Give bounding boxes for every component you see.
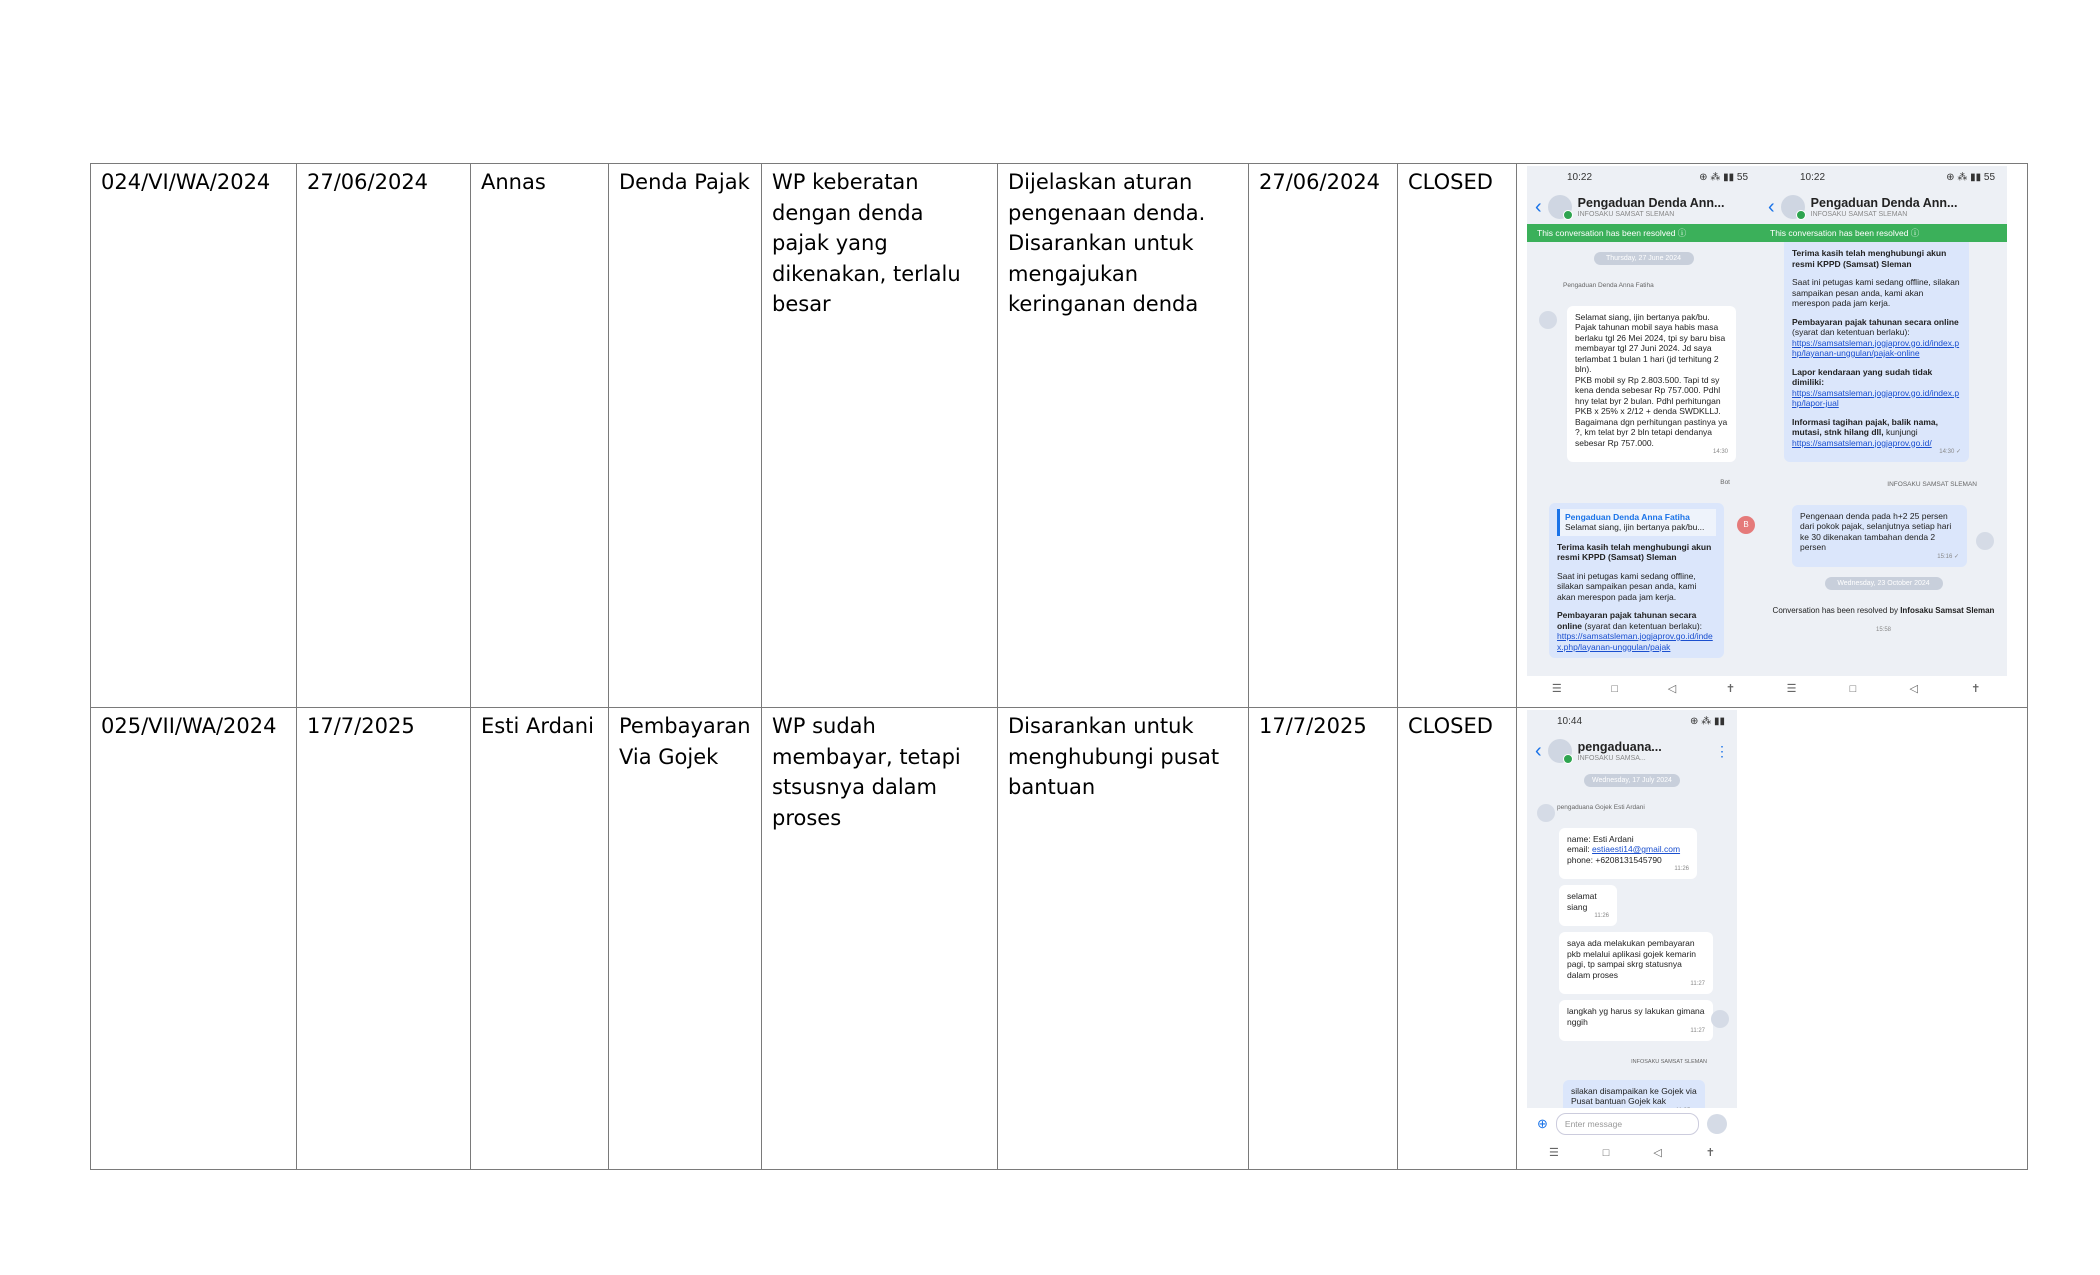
- cell-tindak-lanjut: Disarankan untuk menghubungi pusat bantuan: [998, 708, 1249, 1170]
- table-row: [91, 708, 2028, 1170]
- quote-text: Selamat siang, ijin bertanya pak/bu...: [1565, 522, 1705, 532]
- cell-tanggal-selesai: 27/06/2024: [1249, 164, 1398, 708]
- cell-no: 024/VI/WA/2024: [91, 164, 297, 708]
- reply-link[interactable]: https://samsatsleman.jogjaprov.go.id/index.php/lapor-jual: [1792, 387, 1960, 408]
- avatar: [1548, 739, 1572, 763]
- avatar: [1781, 195, 1805, 219]
- online-dot-icon: [1563, 754, 1573, 764]
- reply-text: Saat ini petugas kami sedang offline, silakan sampaikan pesan anda, kami akan merespon pada jam kerja.: [1557, 570, 1697, 602]
- resolved-time: 15:58: [1875, 627, 1891, 633]
- resolved-by: Infosaku Samsat Sleman: [1900, 605, 1995, 615]
- quote-title: Pengaduan Denda Anna Fatiha: [1565, 511, 1690, 522]
- chevron-left-icon[interactable]: ‹: [1535, 196, 1542, 218]
- bot-label: Bot: [1720, 479, 1730, 486]
- resolved-note: [1760, 596, 2007, 635]
- cell-tanggal: 17/7/2025: [297, 708, 471, 1170]
- message-time: 11:27: [1690, 981, 1705, 987]
- cell-pengaduan: WP sudah membayar, tetapi stsusnya dalam proses: [762, 708, 998, 1170]
- status-time: 10:44: [1557, 715, 1583, 727]
- message-time: 14:30: [1712, 449, 1728, 455]
- add-attachment-icon[interactable]: ⊕: [1537, 1115, 1548, 1131]
- cell-tanggal-selesai: 17/7/2025: [1249, 708, 1398, 1170]
- reply-bold: Terima kasih telah menghubungi akun resmi KPPD (Samsat) Sleman: [1792, 248, 1947, 269]
- message-bubble: [1559, 1000, 1713, 1041]
- status-time: 10:22: [1567, 171, 1593, 183]
- chat-title: pengaduana...: [1577, 739, 1662, 754]
- status-time: 10:22: [1800, 171, 1826, 183]
- message-time: 15:16 ✓: [1937, 553, 1959, 560]
- user-avatar: [1537, 804, 1555, 822]
- message-text: email:: [1567, 844, 1593, 854]
- message-text: Pengenaan denda pada h+2 25 persen dari pokok pajak, selanjutnya setiap hari ke 30 dikenakan tambahan denda 2 persen: [1800, 510, 1952, 552]
- reply-link[interactable]: https://samsatsleman.jogjaprov.go.id/index.php/layanan-unggulan/pajak: [1557, 631, 1713, 652]
- status-icons: ⊕ ⁂ ▮▮: [1690, 715, 1725, 727]
- reply-link[interactable]: https://samsatsleman.jogjaprov.go.id/: [1792, 437, 1932, 448]
- cell-tanggal: 27/06/2024: [297, 164, 471, 708]
- online-dot-icon: [1563, 210, 1573, 220]
- status-bar: [1527, 166, 1760, 190]
- email-link[interactable]: estiaesti14@gmail.com: [1592, 844, 1681, 854]
- send-button[interactable]: [1707, 1114, 1727, 1134]
- table-row: [91, 164, 2028, 708]
- chat-header: [1527, 734, 1737, 768]
- cell-nama: Esti Ardani: [471, 708, 609, 1170]
- agent-avatar: [1711, 1010, 1729, 1028]
- complaint-table: [90, 163, 2028, 1170]
- chat-title: Pengaduan Denda Ann...: [1810, 195, 1958, 210]
- reply-bold: Terima kasih telah menghubungi akun resmi KPPD (Samsat) Sleman: [1557, 541, 1712, 562]
- status-bar: [1527, 710, 1737, 734]
- cell-kategori: Denda Pajak: [609, 164, 762, 708]
- chat-subtitle: INFOSAKU SAMSAT SLEMAN: [1577, 210, 1675, 218]
- reply-text: kunjungi: [1883, 427, 1918, 437]
- chat-screenshot-1: [1527, 166, 1760, 702]
- message-time: 11:26: [1674, 866, 1689, 872]
- message-bubble-out: [1792, 505, 1967, 567]
- back-nav-icon[interactable]: ◁: [1667, 682, 1677, 695]
- message-time: 14:30 ✓: [1939, 449, 1961, 455]
- accessibility-icon[interactable]: ✝: [1705, 1146, 1715, 1159]
- message-text: langkah yg harus sy lakukan gimana nggih: [1567, 1006, 1705, 1027]
- back-nav-icon[interactable]: ◁: [1653, 1146, 1662, 1159]
- sender-name: pengaduana Gojek Esti Ardani: [1557, 804, 1645, 811]
- user-avatar: [1539, 311, 1557, 329]
- recent-apps-icon[interactable]: ☰: [1548, 1146, 1559, 1159]
- android-nav-bar: [1760, 676, 2007, 702]
- reply-text: (syarat dan ketentuan berlaku):: [1792, 327, 1910, 337]
- android-nav-bar: [1527, 676, 1760, 702]
- status-icons: ⊕ ⁂ ▮▮ 55: [1946, 171, 1995, 183]
- kebab-menu-icon[interactable]: ⋮: [1715, 742, 1729, 759]
- reply-bold: Informasi tagihan pajak, balik nama, mutasi, stnk hilang dll,: [1792, 416, 1938, 437]
- message-text: phone: +6208131545790: [1567, 854, 1662, 865]
- message-text: name: Esti Ardani: [1567, 833, 1634, 844]
- reply-bold: Pembayaran pajak tahunan secara online: [1792, 316, 1959, 327]
- chat-screenshot-3: [1527, 710, 1737, 1166]
- reply-bold: Lapor kendaraan yang sudah tidak dimiliki:: [1792, 366, 1933, 387]
- accessibility-icon[interactable]: ✝: [1725, 682, 1736, 695]
- resolved-text: Conversation has been resolved by: [1772, 605, 1901, 615]
- message-bubble: [1567, 306, 1736, 463]
- cell-status: CLOSED: [1398, 164, 1517, 708]
- chat-title: Pengaduan Denda Ann...: [1577, 195, 1725, 210]
- chevron-left-icon[interactable]: ‹: [1768, 196, 1775, 218]
- date-pill: Thursday, 27 June 2024: [1594, 252, 1694, 265]
- message-text: Selamat siang, ijin bertanya pak/bu. Pajak tahunan mobil saya habis masa berlaku tgl 26 Mei 2024, tpi sy baru bisa membayar tgl 27 Juni 2024. Jd saya terlambat 1 bulan 1 hari (jd terhitung 2 bln).: [1575, 311, 1726, 374]
- back-nav-icon[interactable]: ◁: [1909, 682, 1918, 695]
- message-input[interactable]: Enter message: [1556, 1113, 1699, 1135]
- reply-text: (syarat dan ketentuan berlaku):: [1582, 620, 1703, 631]
- cell-no: 025/VII/WA/2024: [91, 708, 297, 1170]
- cell-screenshots: [1517, 164, 2028, 708]
- accessibility-icon[interactable]: ✝: [1971, 682, 1981, 695]
- reply-link[interactable]: https://samsatsleman.jogjaprov.go.id/index.php/layanan-unggulan/pajak-online: [1792, 337, 1960, 358]
- online-dot-icon: [1796, 210, 1806, 220]
- cell-nama: Annas: [471, 164, 609, 708]
- home-icon[interactable]: □: [1602, 1146, 1610, 1159]
- message-bubble: [1559, 828, 1697, 880]
- message-text: silakan disampaikan ke Gojek via Pusat bantuan Gojek kak: [1571, 1085, 1697, 1106]
- chevron-left-icon[interactable]: ‹: [1535, 740, 1542, 762]
- quoted-message: [1557, 509, 1716, 536]
- status-bar: [1760, 166, 2007, 190]
- message-bubble: [1559, 885, 1617, 926]
- date-pill: Wednesday, 23 October 2024: [1825, 577, 1943, 590]
- message-bubble-out: [1549, 503, 1724, 659]
- agent-label: INFOSAKU SAMSAT SLEMAN: [1631, 1059, 1707, 1065]
- date-pill: Wednesday, 17 July 2024: [1584, 774, 1680, 787]
- recent-apps-icon[interactable]: ☰: [1786, 682, 1797, 695]
- message-bubble: [1559, 932, 1713, 994]
- cell-status: CLOSED: [1398, 708, 1517, 1170]
- message-time: 11:27: [1690, 1028, 1705, 1034]
- agent-avatar: [1976, 532, 1994, 550]
- resolved-banner: This conversation has been resolved ⓘ: [1760, 224, 2007, 242]
- cell-pengaduan: WP keberatan dengan denda pajak yang dikenakan, terlalu besar: [762, 164, 998, 708]
- recent-apps-icon[interactable]: ☰: [1551, 682, 1562, 695]
- agent-label: INFOSAKU SAMSAT SLEMAN: [1887, 481, 1977, 488]
- message-text: saya ada melakukan pembayaran pkb melalui aplikasi gojek kemarin pagi, tp sampai skrg statusnya dalam proses: [1567, 938, 1696, 980]
- message-composer: [1527, 1108, 1737, 1140]
- cell-kategori: Pembayaran Via Gojek: [609, 708, 762, 1170]
- chat-screenshot-2: [1760, 166, 2007, 702]
- cell-tindak-lanjut: Dijelaskan aturan pengenaan denda. Disarankan untuk mengajukan keringanan denda: [998, 164, 1249, 708]
- status-icons: ⊕ ⁂ ▮▮ 55: [1699, 171, 1748, 183]
- avatar: [1548, 195, 1572, 219]
- message-bubble-out: [1784, 242, 1969, 462]
- reply-text: Saat ini petugas kami sedang offline, silakan sampaikan pesan anda, kami akan merespon pada jam kerja.: [1792, 277, 1960, 308]
- message-text: PKB mobil sy Rp 2.803.500. Tapi td sy kena denda sebesar Rp 757.000. Pdhl hny telat byr 2 bulan. Pdhl perhitungan PKB x 25% x 2/12 + denda SWDKLLJ. Bagaimana dgn perhitungan pastinya ya ?, km telat byr 2 bln tetapi dendanya sebesar Rp 757.000.: [1575, 374, 1728, 448]
- cell-screenshots: [1517, 708, 2028, 1170]
- home-icon[interactable]: □: [1611, 682, 1619, 695]
- reply-bold: Pembayaran pajak tahunan secara online: [1557, 610, 1697, 631]
- message-time: 11:26: [1594, 913, 1609, 919]
- resolved-banner: This conversation has been resolved ⓘ: [1527, 224, 1760, 242]
- bot-avatar: B: [1737, 516, 1755, 534]
- sender-name: Pengaduan Denda Anna Fatiha: [1563, 282, 1654, 289]
- chat-subtitle: INFOSAKU SAMSA...: [1577, 754, 1646, 762]
- message-text: selamat siang: [1567, 891, 1597, 912]
- chat-subtitle: INFOSAKU SAMSAT SLEMAN: [1810, 210, 1908, 218]
- android-nav-bar: [1527, 1140, 1737, 1166]
- home-icon[interactable]: □: [1849, 682, 1857, 695]
